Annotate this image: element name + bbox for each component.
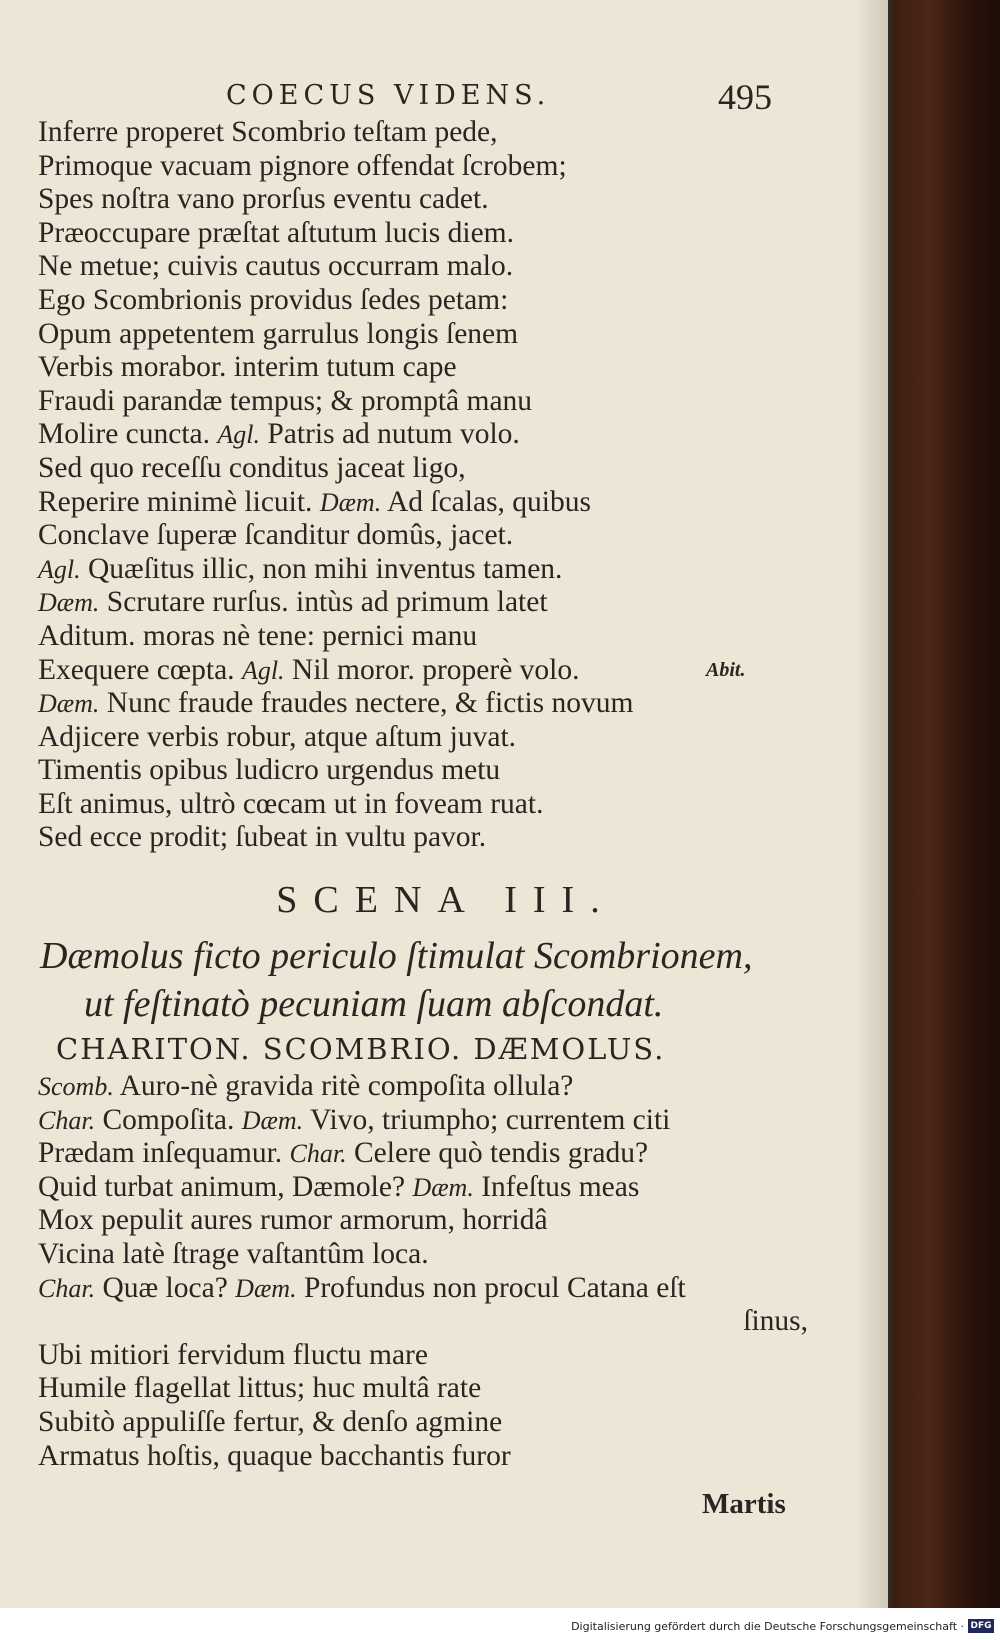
verse-text: Primoque vacuam pignore offendat ſcrobem; bbox=[38, 149, 567, 182]
verse-line bbox=[38, 687, 878, 721]
verse-line bbox=[38, 183, 878, 217]
speaker-label: Agl. bbox=[217, 420, 261, 450]
verse-line bbox=[38, 351, 878, 385]
footer-bar bbox=[0, 1608, 1000, 1640]
verse-text: Infeſtus meas bbox=[473, 1170, 640, 1203]
verse-text: Præoccupare præſtat aſtutum lucis diem. bbox=[38, 216, 514, 249]
verse-text: Ne metue; cuivis cautus occurram malo. bbox=[38, 250, 514, 283]
verse-text: Exequere cœpta. bbox=[38, 653, 242, 686]
verse-line bbox=[38, 1204, 878, 1238]
verse-text: Scrutare rurſus. intùs ad primum latet bbox=[99, 586, 548, 619]
stage-direction: Abit. bbox=[706, 658, 746, 681]
verse-text: Prædam inſequamur. bbox=[38, 1137, 290, 1170]
character-list: CHARITON. SCOMBRIO. DÆMOLUS. bbox=[56, 1032, 666, 1066]
verse-block-bottom bbox=[38, 1070, 878, 1473]
verse-line bbox=[38, 620, 878, 654]
verse-line bbox=[38, 250, 878, 284]
verse-text: Compoſita. bbox=[95, 1103, 242, 1136]
verse-line bbox=[38, 1171, 878, 1205]
catchword: Martis bbox=[702, 1488, 786, 1520]
verse-text: Reperire minimè licuit. bbox=[38, 485, 320, 518]
verse-line bbox=[38, 418, 878, 452]
verse-text: Quid turbat animum, Dæmole? bbox=[38, 1170, 413, 1203]
page-header bbox=[0, 78, 892, 118]
verse-line bbox=[38, 754, 878, 788]
verse-line bbox=[38, 788, 878, 822]
verse-text: Quæ loca? bbox=[95, 1271, 236, 1304]
verse-text: Fraudi parandæ tempus; & promptâ manu bbox=[38, 384, 533, 417]
speaker-label: Char. bbox=[38, 1273, 96, 1303]
verse-line bbox=[38, 1137, 878, 1171]
speaker-label: Dæm. bbox=[412, 1172, 474, 1202]
verse-line bbox=[38, 284, 878, 318]
speaker-label: Scomb. bbox=[38, 1072, 114, 1101]
verse-line bbox=[38, 318, 878, 352]
verse-line bbox=[38, 1272, 878, 1306]
speaker-label: Dæm. bbox=[235, 1273, 297, 1303]
dfg-logo-icon: DFG bbox=[968, 1619, 994, 1633]
verse-line bbox=[38, 1104, 878, 1138]
verse-line bbox=[38, 1070, 878, 1104]
verse-line bbox=[38, 1305, 878, 1339]
verse-text: Celere quò tendis gradu? bbox=[346, 1137, 649, 1170]
verse-text: Auro-nè gravida ritè compoſita ollula? bbox=[113, 1070, 574, 1102]
verse-text: Armatus hoſtis, quaque bacchantis furor bbox=[38, 1439, 511, 1472]
verse-line bbox=[38, 452, 878, 486]
speaker-label: Char. bbox=[38, 1105, 96, 1135]
verse-text: Aditum. moras nè tene: pernici manu bbox=[38, 619, 478, 652]
verse-line bbox=[38, 486, 878, 520]
speaker-label: Dæm. bbox=[241, 1105, 304, 1135]
verse-text: Inferre properet Scombrio teſtam pede, bbox=[38, 116, 498, 148]
verse-text: ſinus, bbox=[743, 1305, 808, 1338]
argument-line-1: Dæmolus ficto periculo ſtimulat Scombrionem, bbox=[40, 935, 753, 977]
verse-text: Humile flagellat littus; huc multâ rate bbox=[38, 1372, 482, 1405]
verse-text: Ad ſcalas, quibus bbox=[381, 485, 591, 518]
verse-line bbox=[38, 821, 878, 855]
verse-text: Spes noſtra vano prorſus eventu cadet. bbox=[38, 183, 489, 216]
argument-line-2: ut feſtinatò pecuniam ſuam abſcondat. bbox=[84, 983, 664, 1025]
verse-text: Sed quo receſſu conditus jaceat ligo, bbox=[38, 451, 466, 484]
speaker-label: Dæm. bbox=[319, 487, 382, 517]
verse-line bbox=[38, 116, 878, 150]
verse-text: Timentis opibus ludicro urgendus metu bbox=[38, 754, 501, 787]
verse-line bbox=[38, 721, 878, 755]
verse-line bbox=[38, 217, 878, 251]
scene-heading: SCENA III. bbox=[276, 879, 616, 921]
speaker-label: Dæm. bbox=[38, 588, 100, 618]
verse-line bbox=[38, 1372, 878, 1406]
verse-text: Nil moror. properè volo. bbox=[284, 653, 580, 686]
verse-block-top bbox=[38, 116, 878, 855]
verse-line bbox=[38, 586, 878, 620]
verse-line bbox=[38, 385, 878, 419]
speaker-label: Agl. bbox=[241, 655, 285, 685]
verse-line bbox=[38, 553, 878, 587]
verse-text: Conclave ſuperæ ſcanditur domûs, jacet. bbox=[38, 519, 514, 552]
verse-text: Patris ad nutum volo. bbox=[260, 418, 520, 451]
speaker-label: Agl. bbox=[38, 554, 81, 584]
verse-text: Ego Scombrionis providus ſedes petam: bbox=[38, 283, 509, 316]
scene-argument bbox=[40, 932, 860, 1028]
verse-line bbox=[38, 1339, 878, 1373]
verse-text: Quæſitus illic, non mihi inventus tamen. bbox=[80, 552, 563, 585]
verse-line bbox=[38, 1238, 878, 1272]
verse-text: Eſt animus, ultrò cœcam ut in foveam ruat. bbox=[38, 787, 544, 820]
verse-text: Adjicere verbis robur, atque aſtum juvat. bbox=[38, 720, 517, 753]
book-spine bbox=[892, 0, 1000, 1608]
verse-line bbox=[38, 1406, 878, 1440]
speaker-label: Dæm. bbox=[38, 689, 100, 719]
verse-text: Vicina latè ſtrage vaſtantûm loca. bbox=[38, 1237, 429, 1270]
verse-text: Ubi mitiori fervidum fluctu mare bbox=[38, 1338, 428, 1371]
footer-credit: Digitalisierung gefördert durch die Deutsche Forschungsgemeinschaft · bbox=[571, 1620, 964, 1633]
verse-text: Sed ecce prodit; ſubeat in vultu pavor. bbox=[38, 821, 487, 854]
verse-line bbox=[38, 1440, 878, 1474]
verse-text: Subitò appuliſſe fertur, & denſo agmine bbox=[38, 1405, 503, 1438]
verse-text: Molire cuncta. bbox=[38, 418, 218, 451]
verse-line bbox=[38, 519, 878, 553]
verse-text: Opum appetentem garrulus longis ſenem bbox=[38, 317, 519, 350]
verse-text: Nunc fraude fraudes nectere, & fictis novum bbox=[99, 687, 634, 720]
verse-text: Mox pepulit aures rumor armorum, horridâ bbox=[38, 1204, 548, 1237]
speaker-label: Char. bbox=[289, 1139, 347, 1169]
verse-line bbox=[38, 654, 878, 688]
verse-line bbox=[38, 150, 878, 184]
verse-text: Profundus non procul Catana eſt bbox=[296, 1271, 686, 1304]
verse-text: Vivo, triumpho; currentem citi bbox=[303, 1103, 671, 1136]
verse-text: Verbis morabor. interim tutum cape bbox=[38, 351, 457, 384]
running-title: COECUS VIDENS. bbox=[226, 80, 551, 111]
page-number: 495 bbox=[718, 77, 772, 117]
